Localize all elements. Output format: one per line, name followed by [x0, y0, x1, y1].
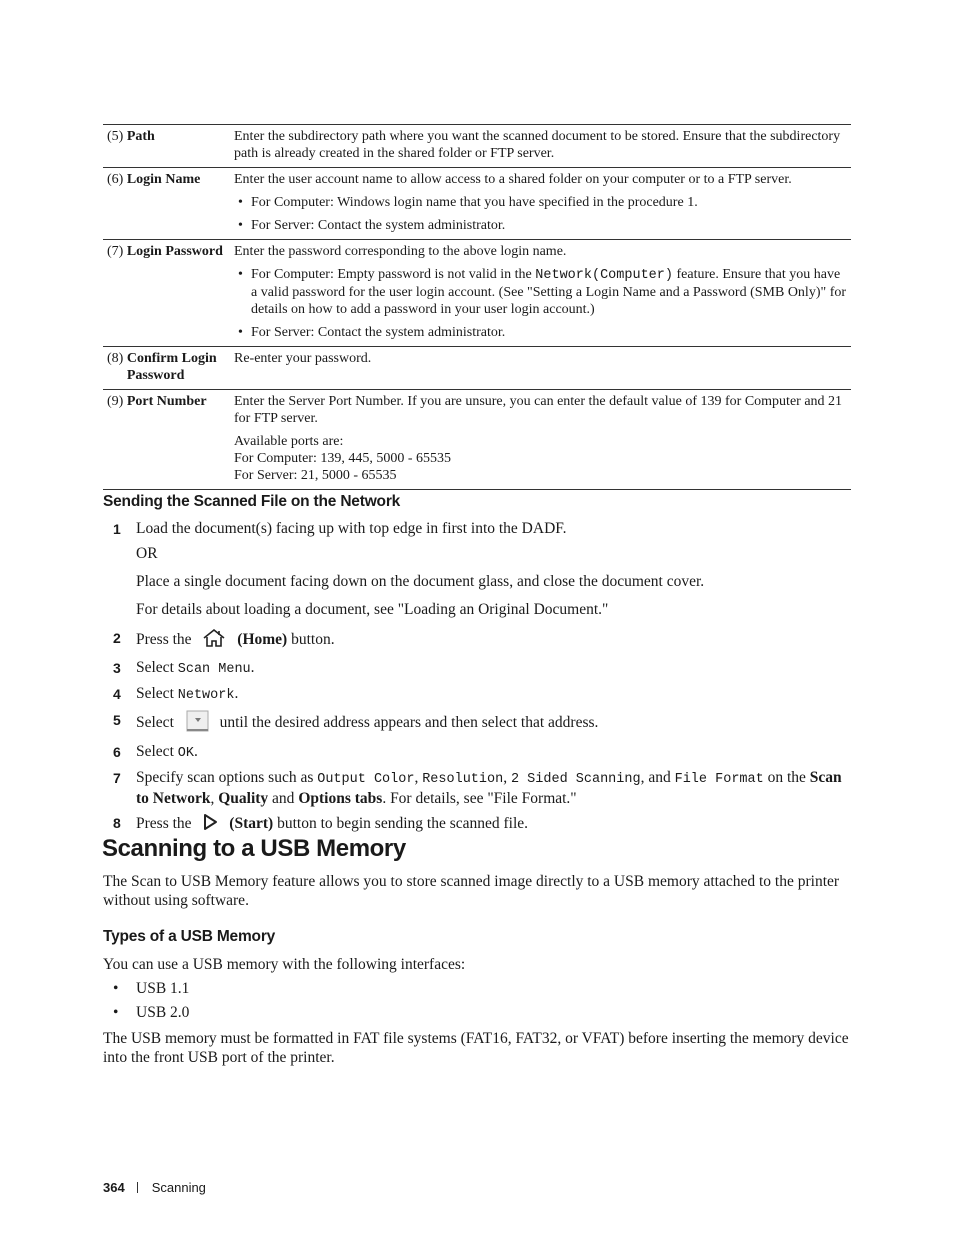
list-item: • For Computer: Windows login name that you have specified in the procedure 1. — [234, 194, 849, 211]
subheading-usb-types: Types of a USB Memory — [103, 928, 276, 945]
text: Specify scan options such as — [136, 769, 318, 786]
tab-scan-to-network: Scan to Network — [136, 769, 842, 807]
step-number: 4 — [113, 686, 121, 702]
row-description: Enter the password corresponding to the above login name. — [234, 244, 567, 259]
row-number: (8) — [107, 351, 124, 366]
ports-computer: For Computer: 139, 445, 5000 - 65535 — [234, 451, 451, 466]
row-number: (7) — [107, 244, 124, 259]
settings-table — [103, 124, 851, 490]
tab-quality: Quality — [218, 790, 269, 807]
list-item: • For Server: Contact the system administrator. — [234, 324, 849, 341]
step-text: Place a single document facing down on the document glass, and close the document cover. — [136, 573, 705, 590]
row-description: Re-enter your password. — [234, 351, 372, 366]
code-output-color: Output Color — [317, 772, 415, 787]
step-1 — [103, 519, 853, 619]
usb-intro: The Scan to USB Memory feature allows you to store scanned image directly to a USB memory attached to the printer without using software. — [103, 873, 840, 909]
section-heading-usb: Scanning to a USB Memory — [102, 835, 406, 862]
footer-divider — [137, 1182, 138, 1193]
text: Select — [136, 714, 174, 732]
start-label: (Start) — [229, 815, 274, 833]
code-network: Network — [177, 688, 235, 703]
section-heading-sending: Sending the Scanned File on the Network — [103, 493, 401, 510]
text: feature. Ensure that you have a valid password for the user login account. (See "Setting a Login Name and a Password (SMB Only)" for details on how to add a password in your user login account.) — [251, 267, 847, 317]
usb-list — [103, 979, 189, 1027]
table-row-confirm-password — [103, 347, 851, 390]
code-2-sided-scanning: 2 Sided Scanning — [510, 772, 641, 787]
row-number: (9) — [107, 394, 124, 409]
code-network-computer: Network(Computer) — [535, 268, 673, 283]
scroll-down-icon — [186, 710, 210, 737]
step-6: 6 Select OK. — [103, 742, 853, 763]
step-number: 5 — [113, 712, 121, 728]
table-row-login-name — [103, 168, 851, 240]
table-row-path — [103, 125, 851, 168]
step-number: 3 — [113, 660, 121, 676]
page-footer — [103, 1180, 206, 1195]
page-number: 364 — [103, 1180, 125, 1195]
table-row-port-number — [103, 390, 851, 490]
code-resolution: Resolution — [422, 772, 504, 787]
step-text: For details about loading a document, see "Loading an Original Document." — [136, 601, 609, 618]
row-description: Enter the subdirectory path where you want the scanned document to be stored. Ensure that the subdirectory path is already created in the shared folder or FTP server. — [234, 129, 841, 161]
step-3: 3 Select Scan Menu. — [103, 658, 853, 679]
text: , and — [640, 769, 675, 786]
row-description: Enter the Server Port Number. If you are unsure, you can enter the default value of 139 for Computer and 21 for FTP server. — [234, 394, 843, 426]
code-scan-menu: Scan Menu — [177, 662, 251, 677]
row-number: (5) — [107, 129, 124, 144]
ports-server: For Server: 21, 5000 - 65535 — [234, 468, 397, 483]
list-item — [234, 266, 849, 318]
text: Select — [136, 659, 178, 676]
row-label: Port Number — [126, 394, 207, 409]
step-2 — [103, 628, 853, 653]
text: . For details, see "File Format." — [382, 790, 577, 807]
code-file-format: File Format — [674, 772, 764, 787]
text: Press the — [136, 815, 192, 833]
code-ok: OK — [177, 746, 194, 761]
row-description: Enter the user account name to allow access to a shared folder on your computer or to a FTP server. — [234, 172, 792, 187]
row-label: Login Password — [126, 244, 223, 259]
step-7: 7 Specify scan options such as Output Color, Resolution, 2 Sided Scanning, and File Format on the Scan to Network, Quality and Options tabs. For details, see "File Format." — [103, 768, 853, 808]
steps-list — [103, 519, 853, 841]
row-label: Login Name — [126, 172, 201, 187]
text: button. — [291, 631, 335, 649]
list-item: • USB 1.1 — [103, 979, 189, 998]
step-or: OR — [136, 545, 158, 562]
step-4: 4 Select Network. — [103, 684, 853, 705]
text: button to begin sending the scanned file. — [277, 815, 529, 833]
row-label: Confirm Login Password — [126, 351, 217, 383]
usb-lead: You can use a USB memory with the following interfaces: — [103, 956, 466, 973]
step-number: 1 — [113, 521, 121, 537]
step-number: 6 — [113, 744, 121, 760]
row-number: (6) — [107, 172, 124, 187]
text: on the — [763, 769, 810, 786]
list-item: • USB 2.0 — [103, 1003, 189, 1022]
usb-note: The USB memory must be formatted in FAT file systems (FAT16, FAT32, or VFAT) before inserting the memory device into the front USB port of the printer. — [103, 1030, 849, 1066]
text: For Computer: Empty password is not valid in the — [251, 267, 536, 282]
text: Press the — [136, 631, 192, 649]
tab-options: Options tabs — [298, 790, 383, 807]
table-row-login-password — [103, 240, 851, 347]
start-icon — [201, 813, 219, 836]
step-number: 2 — [113, 630, 121, 646]
ports-title: Available ports are: — [234, 434, 344, 449]
home-icon — [201, 628, 227, 653]
text: Select — [136, 685, 178, 702]
text: until the desired address appears and then select that address. — [219, 714, 599, 732]
step-8 — [103, 813, 853, 836]
list-item: • For Server: Contact the system administrator. — [234, 217, 849, 234]
step-number: 8 — [113, 815, 121, 831]
chapter-name: Scanning — [151, 1180, 206, 1195]
text: Select — [136, 743, 178, 760]
step-5 — [103, 710, 853, 737]
home-label: (Home) — [237, 631, 288, 649]
step-text: Load the document(s) facing up with top edge in first into the DADF. — [136, 520, 567, 537]
row-label: Path — [126, 129, 155, 144]
step-number: 7 — [113, 770, 121, 786]
